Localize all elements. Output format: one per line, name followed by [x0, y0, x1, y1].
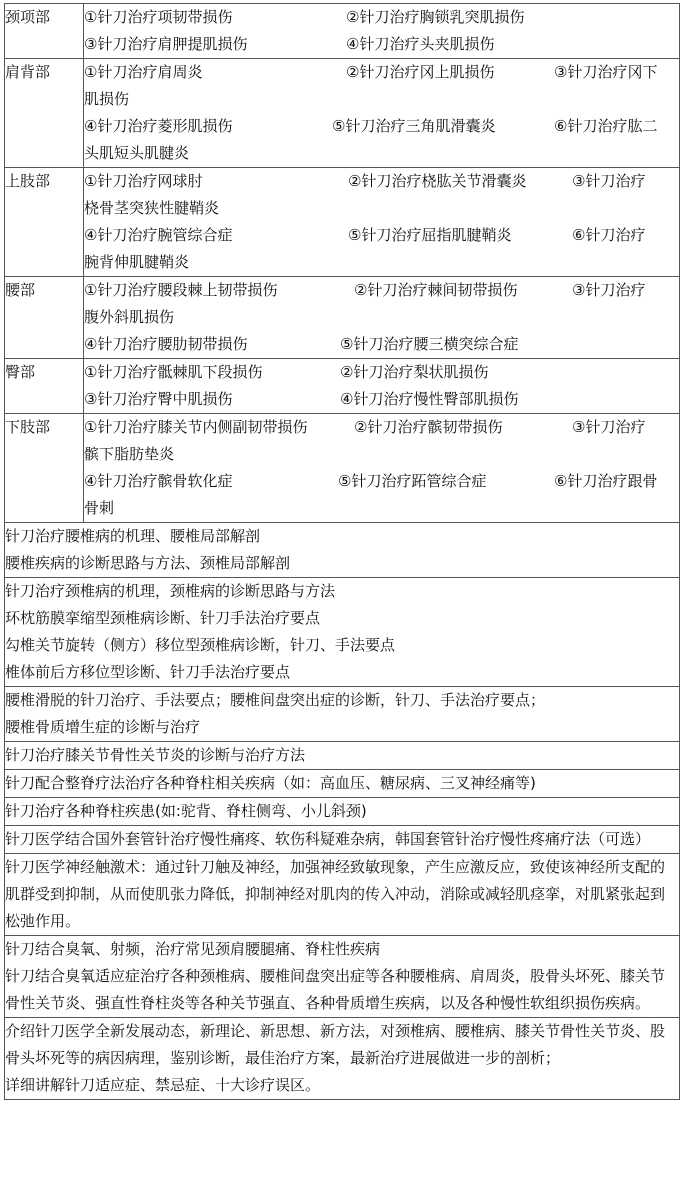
topic-cell: [5, 936, 680, 1018]
item-line: [84, 113, 658, 167]
topic-row: [5, 1018, 680, 1100]
list-item: ④针刀治疗头夹肌损伤: [346, 35, 495, 53]
category-cell: 下肢部: [5, 414, 84, 523]
list-item: ②针刀治疗髌韧带损伤: [354, 418, 503, 436]
section-row-lumbar: [5, 277, 680, 359]
item-line: [84, 222, 658, 276]
topic-cell: [5, 523, 680, 578]
topic-cell: [5, 798, 680, 826]
list-item: ①针刀治疗项韧带损伤: [84, 8, 233, 26]
list-item: ⑤针刀治疗屈指肌腱鞘炎: [348, 226, 512, 244]
list-item: ③针刀治疗腹外斜肌损伤: [84, 281, 646, 326]
item-line: [84, 4, 679, 31]
topic-line: 勾椎关节旋转（侧方）移位型颈椎病诊断，针刀、手法要点: [5, 636, 396, 654]
topic-line: 针刀治疗腰椎病的机理、腰椎局部解剖: [5, 527, 261, 545]
topic-cell: [5, 687, 680, 742]
topic-row: [5, 936, 680, 1018]
item-line: [84, 331, 679, 358]
category-cell: 臀部: [5, 359, 84, 414]
category-cell: 颈项部: [5, 4, 84, 59]
items-cell: [84, 4, 680, 59]
topic-cell: [5, 854, 680, 936]
topic-line: 针刀医学神经触激术：通过针刀触及神经，加强神经致敏现象，产生应激反应，致使该神经所支配的肌群受到抑制，从而使肌张力降低，抑制神经对肌肉的传入冲动，消除或减轻肌痉挛，对肌紧张起到松弛作用。: [5, 858, 666, 930]
topic-line: 详细讲解针刀适应症、禁忌症、十大诊疗误区。: [5, 1076, 321, 1094]
list-item: ⑤针刀治疗三角肌滑囊炎: [332, 117, 496, 135]
topic-line: 针刀结合臭氧、射频，治疗常见颈肩腰腿痛、脊柱性疾病: [5, 940, 381, 958]
list-item: ⑥针刀治疗肱二头肌短头肌腱炎: [84, 117, 658, 162]
item-line: [84, 468, 658, 522]
item-line: [84, 277, 658, 331]
items-cell: [84, 359, 680, 414]
topic-row: [5, 687, 680, 742]
list-item: ⑤针刀治疗跖管综合症: [338, 472, 487, 490]
list-item: ④针刀治疗髌骨软化症: [84, 472, 233, 490]
list-item: ④针刀治疗腕管综合症: [84, 226, 233, 244]
list-item: ②针刀治疗棘间韧带损伤: [354, 281, 518, 299]
topic-line: 针刀医学结合国外套管针治疗慢性痛疼、软伤科疑难杂病，韩国套管针治疗慢性疼痛疗法（可选）: [5, 830, 651, 848]
topic-line: 椎体前后方移位型诊断、针刀手法治疗要点: [5, 663, 291, 681]
topic-row: [5, 742, 680, 770]
item-line: [84, 59, 658, 113]
list-item: ⑥针刀治疗跟骨骨刺: [84, 472, 658, 517]
topic-line: 针刀治疗各种脊柱疾患(如:驼背、脊柱侧弯、小儿斜颈): [5, 802, 367, 820]
item-line: [84, 359, 679, 386]
list-item: ①针刀治疗膝关节内侧副韧带损伤: [84, 418, 308, 436]
topic-line: 针刀治疗膝关节骨性关节炎的诊断与治疗方法: [5, 746, 306, 764]
list-item: ②针刀治疗桡肱关节滑囊炎: [348, 172, 527, 190]
topic-cell: [5, 1018, 680, 1100]
category-cell: 肩背部: [5, 59, 84, 168]
list-item: ③针刀治疗冈下肌损伤: [84, 63, 658, 108]
topic-row: [5, 523, 680, 578]
topic-cell: [5, 742, 680, 770]
topic-line: 腰椎骨质增生症的诊断与治疗: [5, 718, 201, 736]
topic-cell: [5, 578, 680, 687]
section-row-shoulder-back: [5, 59, 680, 168]
topic-cell: [5, 770, 680, 798]
list-item: ④针刀治疗慢性臀部肌损伤: [340, 390, 519, 408]
items-cell: [84, 168, 680, 277]
section-row-lower-limb: [5, 414, 680, 523]
list-item: ①针刀治疗网球肘: [84, 172, 203, 190]
topic-cell: [5, 826, 680, 854]
item-line: [84, 414, 658, 468]
list-item: ②针刀治疗梨状肌损伤: [340, 363, 489, 381]
list-item: ①针刀治疗腰段棘上韧带损伤: [84, 281, 278, 299]
section-row-gluteal: [5, 359, 680, 414]
topic-line: 针刀结合臭氧适应症治疗各种颈椎病、腰椎间盘突出症等各种腰椎病、肩周炎，股骨头坏死、膝关节骨性关节炎、强直性脊柱炎等各种关节强直、各种骨质增生疾病，以及各种慢性软组织损伤疾病。: [5, 967, 666, 1012]
list-item: ③针刀治疗肩胛提肌损伤: [84, 35, 248, 53]
list-item: ③针刀治疗臀中肌损伤: [84, 390, 233, 408]
item-line: [84, 386, 679, 413]
topic-row: [5, 578, 680, 687]
items-cell: [84, 59, 680, 168]
topic-row: [5, 854, 680, 936]
topic-row: [5, 826, 680, 854]
items-cell: [84, 414, 680, 523]
section-row-neck: [5, 4, 680, 59]
topic-line: 介绍针刀医学全新发展动态，新理论、新思想、新方法，对颈椎病、腰椎病、膝关节骨性关节炎、股骨头坏死等的病因病理，鉴别诊断，最佳治疗方案，最新治疗进展做进一步的剖析；: [5, 1022, 666, 1067]
topic-line: 腰椎疾病的诊断思路与方法、颈椎局部解剖: [5, 554, 291, 572]
list-item: ②针刀治疗胸锁乳突肌损伤: [346, 8, 525, 26]
item-line: [84, 168, 658, 222]
list-item: ④针刀治疗腰肋韧带损伤: [84, 335, 248, 353]
topic-line: 腰椎滑脱的针刀治疗、手法要点；腰椎间盘突出症的诊断，针刀、手法治疗要点；: [5, 691, 546, 709]
list-item: ②针刀治疗冈上肌损伤: [346, 63, 495, 81]
items-cell: [84, 277, 680, 359]
list-item: ③针刀治疗髌下脂肪垫炎: [84, 418, 646, 463]
list-item: ①针刀治疗骶棘肌下段损伤: [84, 363, 263, 381]
category-cell: 上肢部: [5, 168, 84, 277]
topic-row: [5, 798, 680, 826]
section-row-upper-limb: [5, 168, 680, 277]
topic-line: 环枕筋膜挛缩型颈椎病诊断、针刀手法治疗要点: [5, 609, 321, 627]
category-cell: 腰部: [5, 277, 84, 359]
item-line: [84, 31, 679, 58]
topic-line: 针刀治疗颈椎病的机理，颈椎病的诊断思路与方法: [5, 582, 336, 600]
topic-row: [5, 770, 680, 798]
course-table: [4, 3, 680, 1100]
list-item: ④针刀治疗菱形肌损伤: [84, 117, 233, 135]
list-item: ③针刀治疗桡骨茎突狭性腱鞘炎: [84, 172, 646, 217]
topic-line: 针刀配合整脊疗法治疗各种脊柱相关疾病（如：高血压、糖尿病、三叉神经痛等): [5, 774, 536, 792]
list-item: ⑥针刀治疗腕背伸肌腱鞘炎: [84, 226, 646, 271]
list-item: ⑤针刀治疗腰三横突综合症: [340, 335, 519, 353]
list-item: ①针刀治疗肩周炎: [84, 63, 203, 81]
